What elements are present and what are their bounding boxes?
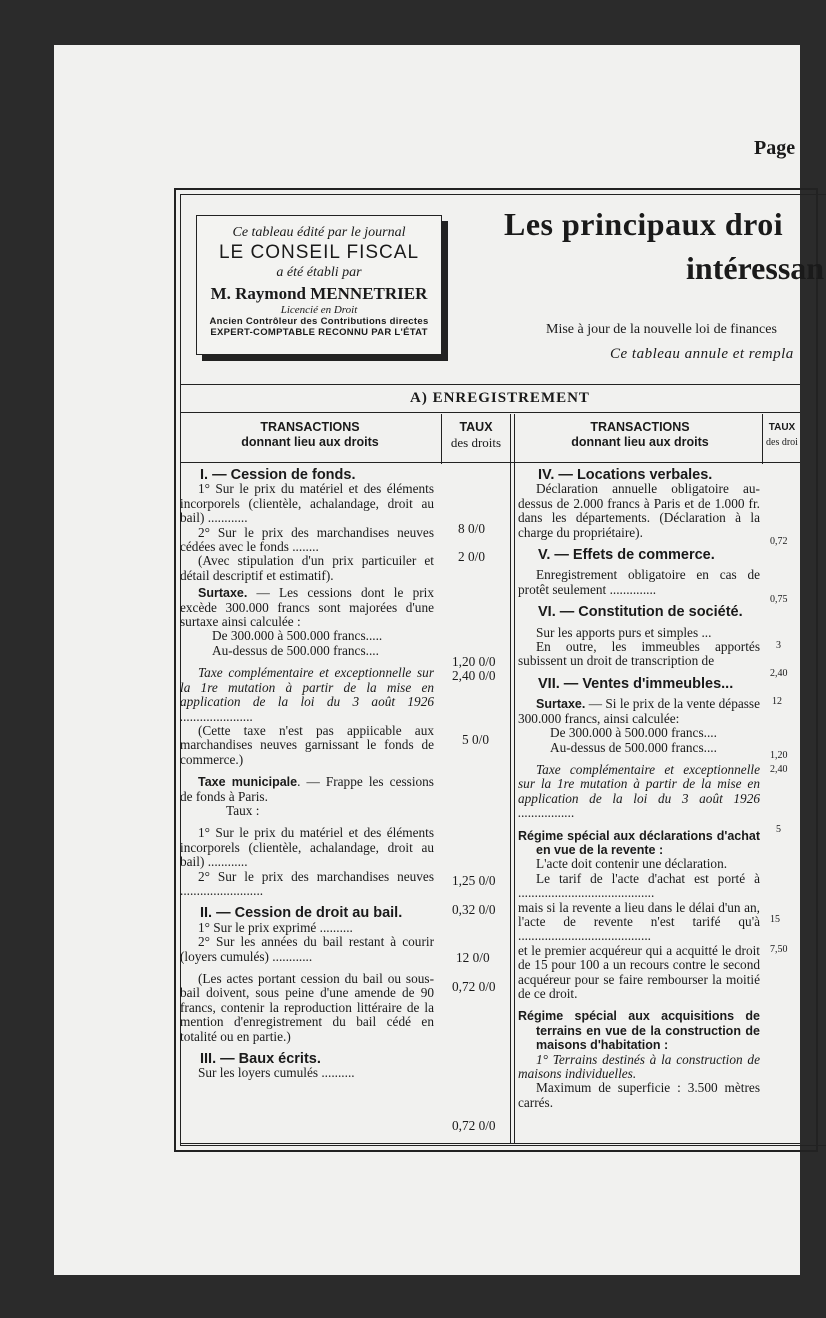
rate-s2-2: 0,72 0/0: [452, 979, 496, 994]
col-head-transactions-right: [520, 420, 760, 450]
s6-para-2: En outre, les immeubles apportés subissent un droit de transcription de: [518, 639, 760, 669]
credit-role-2: EXPERT-COMPTABLE RECONNU PAR L'ÉTAT: [210, 327, 428, 338]
col-head-taux-right-1: TAUX: [768, 422, 796, 433]
col-head-transactions-left-1: TRANSACTIONS: [260, 420, 360, 434]
rate-s7-taxe: 5: [776, 824, 781, 835]
left-column: [180, 468, 434, 1081]
section-heading: A) ENREGISTREMENT: [410, 390, 590, 406]
rate-s1-2: 2 0/0: [458, 549, 485, 564]
rate-s1-muni-2: 0,32 0/0: [452, 902, 496, 917]
col-divider-3-head: [762, 414, 763, 464]
rate-s7: 12: [772, 696, 782, 707]
subtitle-line-2: Ce tableau annule et rempla: [610, 346, 794, 362]
right-column: [518, 468, 760, 1110]
s1-muni-2: 2° Sur le prix des marchandises neuves .........................: [180, 868, 434, 898]
s7-regime-1-para-3: mais si la revente a lieu dans le délai d'un an, l'acte de revente n'est tarifé qu'à ........................................: [518, 899, 760, 944]
rule-top: [180, 384, 800, 385]
s1-taxe-note: (Cette taxe n'est pas appiicable aux marchandises neuves garnissant le fonds de commerce.): [180, 722, 434, 767]
s7-surtaxe-text: — Si le prix de la vente dépasse 300.000 francs, ainsi calculée:: [518, 696, 760, 726]
s7-surtaxe-label: Surtaxe.: [536, 697, 586, 712]
s1-muni-label: Taxe municipale: [198, 775, 298, 790]
rate-s1-taxe: 5 0/0: [462, 732, 489, 747]
s7-regime-2-para-2: Maximum de superficie : 3.500 mètres carrés.: [518, 1080, 760, 1110]
s6-para-1: Sur les apports purs et simples ...: [536, 624, 712, 640]
credit-journal-name: LE CONSEIL FISCAL: [218, 242, 420, 263]
col-head-transactions-left: [190, 420, 430, 450]
section-3-title: III. — Baux écrits.: [200, 1051, 321, 1068]
s3-para-1: Sur les loyers cumulés ..........: [198, 1065, 355, 1081]
col-head-transactions-right-1: TRANSACTIONS: [590, 420, 690, 434]
main-title-line-1: Les principaux droi: [504, 206, 784, 242]
s1-surtaxe: [180, 586, 434, 629]
s7-regime-1-title: Régime spécial aux déclarations d'achat en vue de la revente :: [518, 828, 760, 857]
col-divider-2b: [514, 414, 515, 1144]
col-head-taux-right: [764, 420, 800, 450]
s7-regime-1-para-4: et le premier acquéreur qui a acquitté le droit de 15 pour 100 a un recours contre le second acquéreur pour se faire rembourser la moitié de ce droit.: [518, 942, 760, 1001]
s7-taxe-complementaire: Taxe complémentaire et exceptionnelle sur la 1re mutation à partir de la mise en application de la loi du 3 août 1926 .................: [518, 761, 760, 821]
section-2-title: II. — Cession de droit au bail.: [200, 905, 403, 922]
spacer: [518, 1001, 760, 1009]
s1-tranche-2: Au-dessus de 500.000 francs....: [212, 642, 379, 658]
credit-role-1: Ancien Contrôleur des Contributions directes: [209, 316, 429, 327]
rate-s3-1: 0,72 0/0: [452, 1118, 496, 1133]
credit-author: M. Raymond MENNETRIER: [210, 284, 428, 303]
s1-taux-label: Taux :: [226, 802, 260, 818]
rate-s4: 0,72: [770, 536, 788, 547]
rate-s2-1: 12 0/0: [456, 950, 490, 965]
rate-s7-regime-1: 15: [770, 914, 780, 925]
s1-taxe-municipale: [180, 775, 434, 804]
s7-tranche-1: De 300.000 à 500.000 francs....: [550, 725, 717, 741]
rate-s1-muni-1: 1,25 0/0: [452, 873, 496, 888]
section-1-title: I. — Cession de fonds.: [200, 467, 356, 483]
credit-line-1: Ce tableau édité par le journal: [232, 225, 406, 240]
s7-surtaxe: [518, 697, 760, 726]
rate-s5: 0,75: [770, 594, 788, 605]
s2-para-3: (Les actes portant cession du bail ou sous-bail doivent, sous peine d'une amende de 90 francs, contenir la reproduction littéraire de la mention d'enregistrement du bail cédé en totalité ou en partie.): [180, 971, 434, 1044]
rate-s6-1: 3: [776, 640, 781, 651]
col-head-taux-left-1: TAUX: [459, 420, 493, 434]
credit-line-3: a été établi par: [276, 265, 362, 280]
rate-s6-2: 2,40: [770, 668, 788, 679]
s2-para-2: 2° Sur les années du bail restant à courir (loyers cumulés) ............: [180, 934, 434, 964]
rate-s1-surtaxe-1: 1,20 0/0: [452, 654, 496, 669]
col-head-taux-right-2: des droi: [766, 437, 798, 448]
rate-s1-surtaxe-2: 2,40 0/0: [452, 668, 496, 683]
s7-regime-1-para-1: L'acte doit contenir une déclaration.: [536, 856, 728, 872]
s1-muni-text: . — Frappe les cessions de fonds à Paris.: [180, 774, 434, 804]
rule-col-head: [180, 462, 800, 463]
section-6-title: VI. — Constitution de société.: [538, 604, 743, 621]
credit-degree: Licencié en Droit: [280, 304, 358, 316]
s1-tranche-1: De 300.000 à 500.000 francs.....: [212, 628, 383, 644]
s7-regime-1-para-2: Le tarif de l'acte d'achat est porté à .........................................: [518, 870, 760, 901]
s7-tranche-2: Au-dessus de 500.000 francs....: [550, 739, 717, 755]
rate-s1-1: 8 0/0: [458, 521, 485, 536]
col-head-transactions-right-2: donnant lieu aux droits: [571, 435, 709, 449]
credit-box: [196, 215, 442, 355]
s4-para-1: Déclaration annuelle obligatoire au-dessus de 2.000 francs à Paris et de 1.000 fr. dans les départements. (Déclaration à la charge du propriétaire).: [518, 481, 760, 540]
s7-regime-2-para-1: 1° Terrains destinés à la construction de maisons individuelles.: [518, 1051, 760, 1082]
section-5-title: V. — Effets de commerce.: [538, 547, 715, 564]
s1-para-1: 1° Sur le prix du matériel et des éléments incorporels (clientèle, achalandage, droit au bail) ............: [180, 481, 434, 526]
s1-muni-1: 1° Sur le prix du matériel et des éléments incorporels (clientèle, achalandage, droit au bail) ............: [180, 825, 434, 870]
s1-surtaxe-text: — Les cessions dont le prix excède 300.000 francs sont majorées d'une surtaxe ainsi calculée :: [180, 585, 434, 630]
rate-s7-surtaxe-1: 1,20: [770, 750, 788, 761]
main-title-line-2: intéressan: [686, 250, 825, 286]
s7-regime-2-title: Régime spécial aux acquisitions de terrains en vue de la construction de maisons d'habitation :: [518, 1009, 760, 1053]
rule-bottom: [180, 1143, 800, 1144]
section-7-title: VII. — Ventes d'immeubles...: [538, 675, 734, 692]
s1-surtaxe-label: Surtaxe.: [198, 586, 248, 601]
s1-taxe-complementaire: Taxe complémentaire et exceptionnelle sur la 1re mutation à partir de la mise en application de la loi du 3 août 1926 ......................: [180, 665, 434, 724]
col-head-taux-left: [442, 420, 510, 450]
col-divider-2: [510, 414, 511, 1144]
rate-s7-surtaxe-2: 2,40: [770, 764, 788, 775]
col-head-transactions-left-2: donnant lieu aux droits: [241, 435, 379, 449]
subtitle-line-1: Mise à jour de la nouvelle loi de finances: [546, 322, 777, 337]
s5-para-1: Enregistrement obligatoire en cas de protêt seulement ..............: [518, 567, 760, 597]
section-4-title: IV. — Locations verbales.: [538, 467, 713, 483]
s1-para-3: (Avec stipulation d'un prix particuiler et détail descriptif et estimatif).: [180, 553, 434, 583]
s1-para-2: 2° Sur le prix des marchandises neuves cédées avec le fonds ........: [180, 524, 434, 555]
col-head-taux-left-2: des droits: [450, 435, 502, 450]
rule-section: [180, 412, 800, 413]
s2-para-1: 1° Sur le prix exprimé ..........: [198, 919, 353, 935]
rate-s7-regime-1b: 7,50: [770, 944, 788, 955]
page-label: Page: [754, 137, 796, 159]
spacer: [518, 821, 760, 829]
